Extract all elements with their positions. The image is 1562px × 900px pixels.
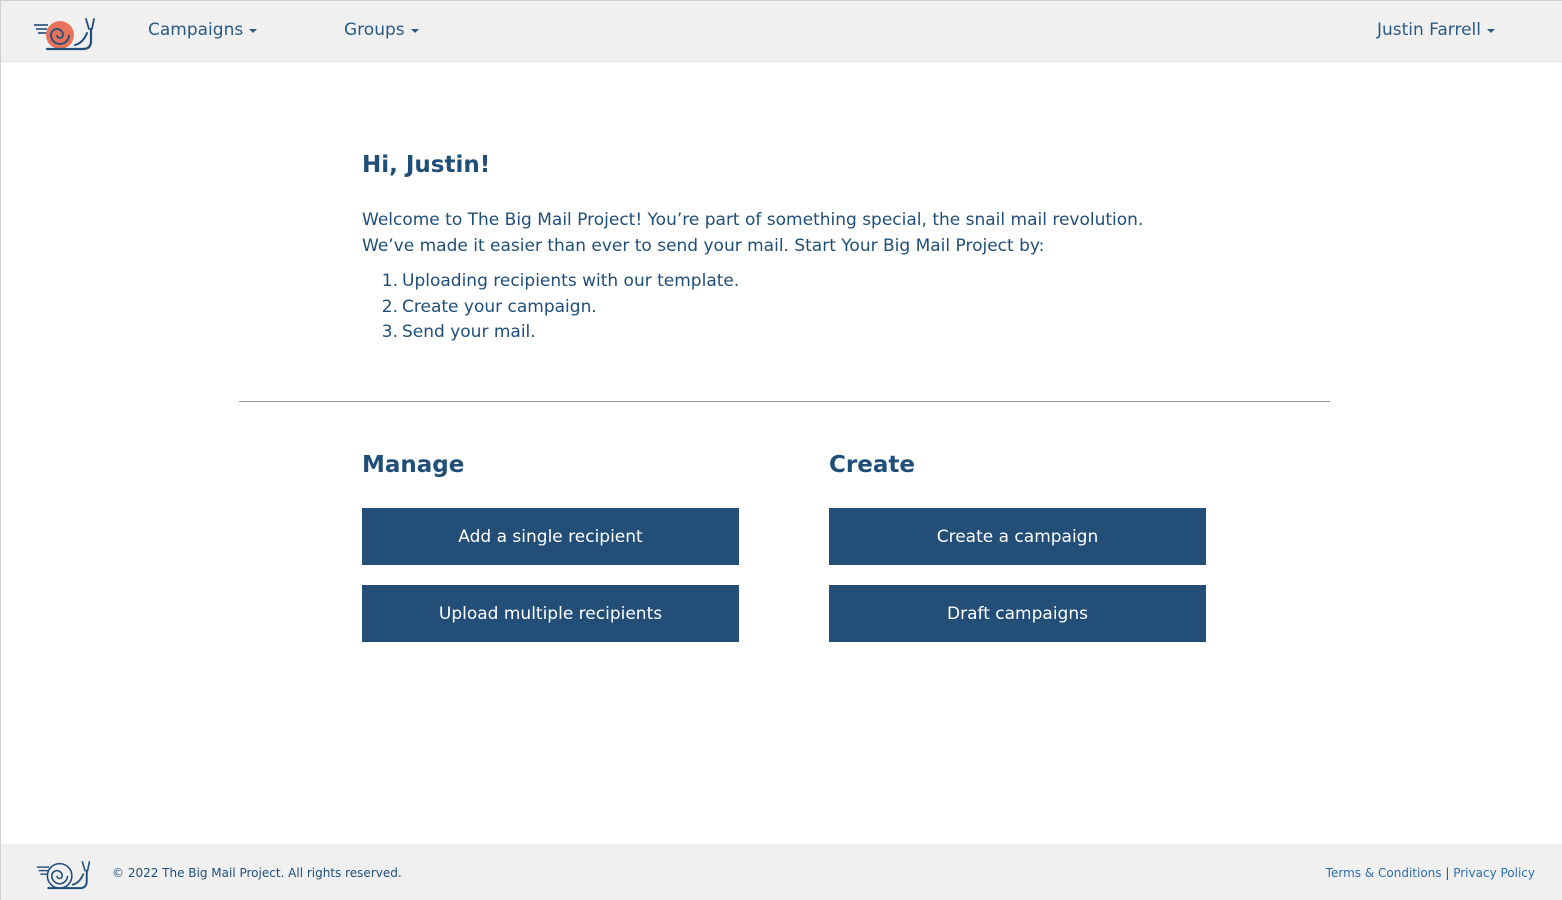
welcome-line-2: We’ve made it easier than ever to send your mail. Start Your Big Mail Project by: bbox=[362, 236, 1045, 256]
nav-campaigns-label: Campaigns bbox=[148, 20, 244, 40]
privacy-link[interactable]: Privacy Policy bbox=[1453, 866, 1535, 880]
caret-down-icon bbox=[411, 29, 419, 33]
page-footer bbox=[1, 844, 1562, 900]
step-number: 1. bbox=[381, 271, 398, 291]
step-text: Uploading recipients with our template. bbox=[402, 271, 740, 291]
step-text: Send your mail. bbox=[402, 322, 536, 342]
copyright-text: © 2022 The Big Mail Project. All rights reserved. bbox=[112, 866, 402, 880]
steps-list bbox=[362, 269, 1062, 346]
create-section-title: Create bbox=[829, 452, 915, 478]
list-item bbox=[362, 320, 1062, 346]
top-navbar bbox=[1, 1, 1562, 62]
link-separator: | bbox=[1445, 866, 1450, 880]
snail-logo-icon[interactable] bbox=[36, 858, 92, 892]
upload-multiple-recipients-button[interactable]: Upload multiple recipients bbox=[362, 585, 739, 642]
nav-groups-label: Groups bbox=[344, 20, 405, 40]
nav-groups-dropdown[interactable] bbox=[344, 20, 419, 40]
list-item bbox=[362, 295, 1062, 321]
page-greeting: Hi, Justin! bbox=[362, 152, 491, 178]
welcome-text bbox=[362, 207, 1262, 259]
nav-campaigns-dropdown[interactable] bbox=[148, 20, 257, 40]
user-menu-label: Justin Farrell bbox=[1376, 20, 1481, 40]
list-item bbox=[362, 269, 1062, 295]
user-menu-dropdown[interactable] bbox=[1377, 20, 1495, 40]
caret-down-icon bbox=[1487, 29, 1495, 33]
draft-campaigns-button[interactable]: Draft campaigns bbox=[829, 585, 1206, 642]
caret-down-icon bbox=[249, 29, 257, 33]
manage-section-title: Manage bbox=[362, 452, 465, 478]
step-number: 3. bbox=[381, 322, 398, 342]
create-campaign-button[interactable]: Create a campaign bbox=[829, 508, 1206, 565]
snail-logo-icon[interactable] bbox=[33, 15, 97, 53]
terms-link[interactable]: Terms & Conditions bbox=[1325, 866, 1442, 880]
welcome-line-1: Welcome to The Big Mail Project! You’re part of something special, the snail mail revolution. bbox=[362, 210, 1144, 230]
footer-links bbox=[1326, 866, 1535, 880]
section-divider bbox=[239, 401, 1330, 402]
step-number: 2. bbox=[381, 296, 398, 317]
add-single-recipient-button[interactable]: Add a single recipient bbox=[362, 508, 739, 565]
step-text: Create your campaign. bbox=[402, 296, 597, 317]
